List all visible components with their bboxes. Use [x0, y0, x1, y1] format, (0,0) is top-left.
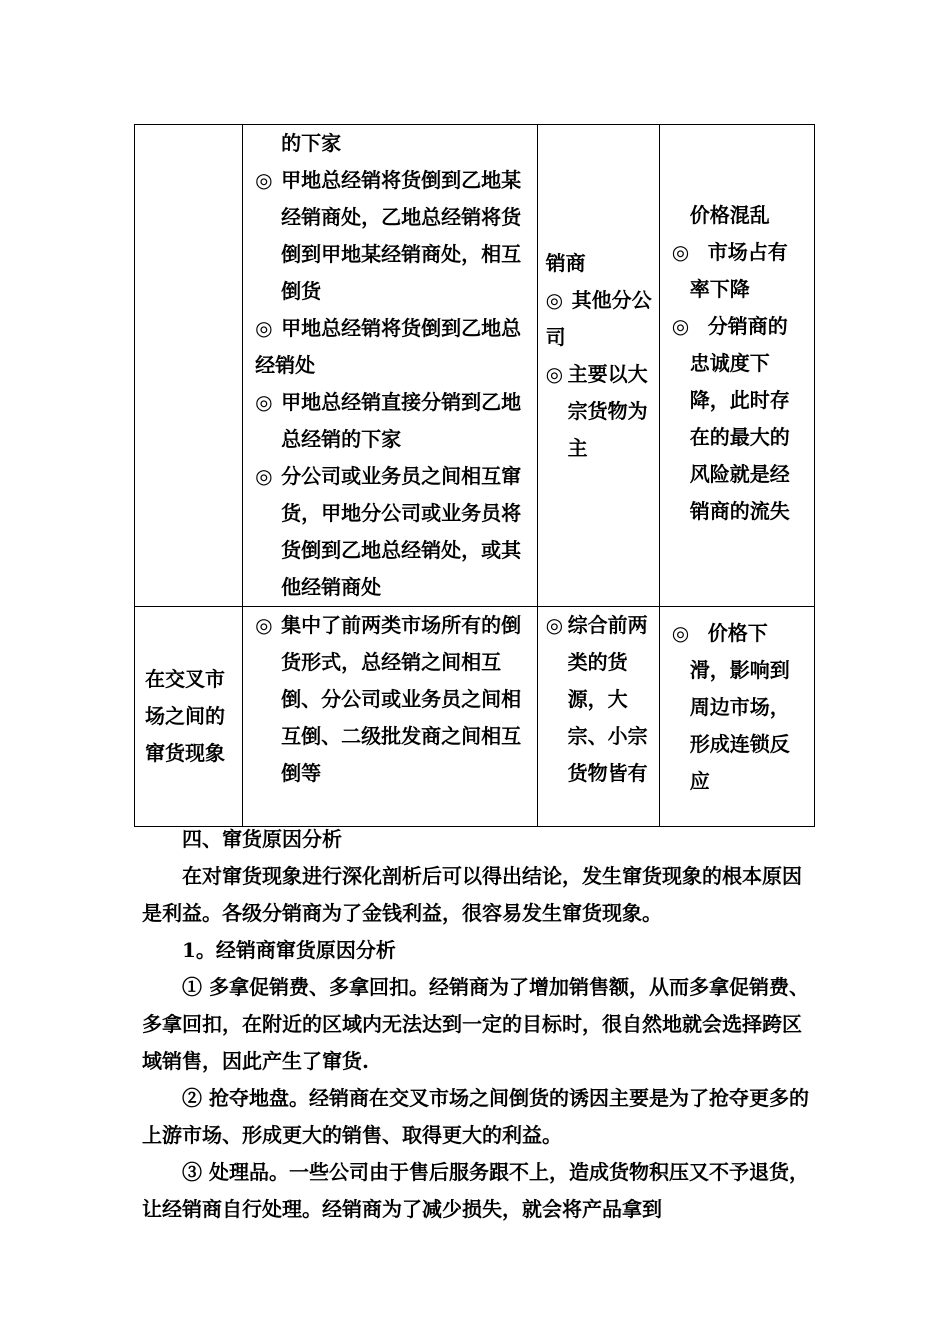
list-item: ◎ 其他分公司 [546, 282, 653, 356]
table-row [135, 607, 815, 827]
bullet-icon: ◎ [545, 613, 564, 637]
channel-conflict-table [134, 124, 815, 827]
bullet-icon: ◎ [671, 621, 690, 645]
point-paragraph: ③ 处理品。一些公司由于售后服务跟不上，造成货物积压又不予退货，让经销商自行处理。经销商为了减少损失，就会将产品拿到 [142, 1160, 809, 1221]
bullet-icon: ◎ [671, 314, 690, 338]
list-item: ◎ 甲地总经销直接分销到乙地总经销的下家 [255, 384, 528, 458]
point-paragraph: ② 抢夺地盘。经销商在交叉市场之间倒货的诱因主要是为了抢夺更多的上游市场、形成更大的销售、取得更大的利益。 [142, 1086, 809, 1147]
section-heading: 四、窜货原因分析 [182, 827, 342, 851]
list-item: ◎ 甲地总经销将货倒到乙地总经销处 [255, 310, 528, 384]
bullet-icon: ◎ [255, 316, 273, 340]
list-item: ◎ 价格下滑，影响到周边市场，形成连锁反应 [672, 615, 806, 800]
sub-heading: 1。经销商窜货原因分析 [182, 938, 396, 962]
bullet-icon: ◎ [255, 168, 273, 192]
row1-source-lead: 销商 [545, 251, 586, 275]
list-item: ◎ 分公司或业务员之间相互窜货，甲地分公司或业务员将货倒到乙地总经销处，或其他经销商处 [255, 458, 528, 606]
row1-forms-cell [243, 125, 537, 607]
list-item: ◎ 市场占有率下降 [672, 234, 806, 308]
row2-type-text: 在交叉市场之间的窜货现象 [145, 667, 225, 765]
bullet-icon: ◎ [545, 288, 564, 312]
bullet-icon: ◎ [255, 390, 273, 414]
row1-impact-lead: 价格混乱 [689, 203, 770, 227]
list-item: ◎ 主要以大宗货物为主 [546, 356, 653, 467]
intro-paragraph: 在对窜货现象进行深化剖析后可以得出结论，发生窜货现象的根本原因是利益。各级分销商为了金钱利益，很容易发生窜货现象。 [142, 864, 802, 925]
bullet-icon: ◎ [545, 362, 564, 386]
row1-forms-lead: 的下家 [281, 131, 342, 155]
list-item: ◎ 综合前两类的货源，大宗、小宗货物皆有 [546, 607, 653, 792]
row1-source-cell [537, 125, 659, 607]
list-item: ◎ 分销商的忠诚度下降，此时存在的最大的风险就是经销商的流失 [672, 308, 806, 530]
row1-type-cell [135, 125, 243, 607]
point-paragraph: ① 多拿促销费、多拿回扣。经销商为了增加销售额，从而多拿促销费、多拿回扣，在附近的区域内无法达到一定的目标时，很自然地就会选择跨区域销售，因此产生了窜货. [142, 975, 809, 1073]
row2-type-cell [135, 607, 243, 827]
row1-impact-cell [659, 125, 814, 607]
bullet-icon: ◎ [255, 464, 273, 488]
row2-forms-cell [243, 607, 537, 827]
bullet-icon: ◎ [255, 613, 273, 637]
list-item: ◎ 集中了前两类市场所有的倒货形式，总经销之间相互倒、分公司或业务员之间相互倒、二级批发商之间相互倒等 [255, 607, 528, 792]
list-item: ◎ 甲地总经销将货倒到乙地某经销商处，乙地总经销将货倒到甲地某经销商处，相互倒货 [255, 162, 528, 310]
table-row [135, 125, 815, 607]
bullet-icon: ◎ [671, 240, 690, 264]
row2-impact-cell [659, 607, 814, 827]
row2-source-cell [537, 607, 659, 827]
